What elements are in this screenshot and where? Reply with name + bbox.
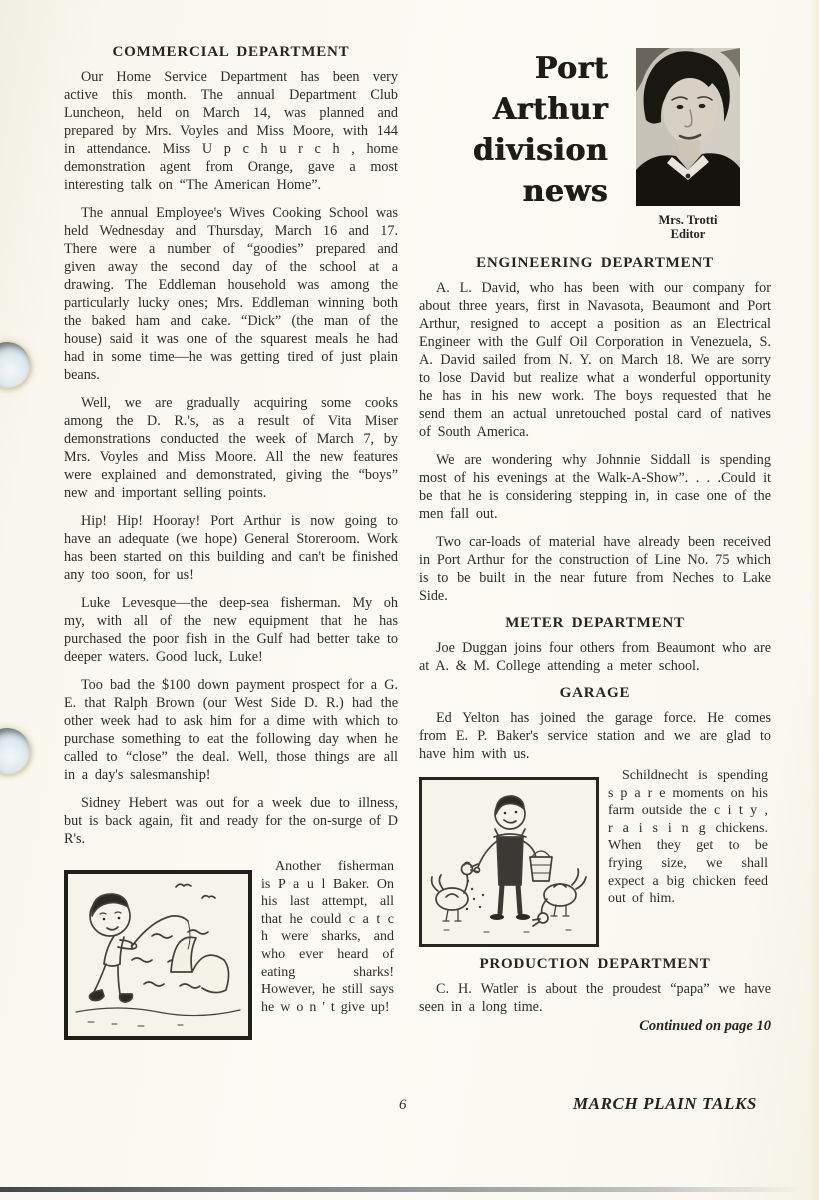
right-column bbox=[419, 48, 771, 1035]
paragraph: Hip! Hip! Hooray! Port Arthur is now going to have an adequate (we hope) General Storeroom. Work has been started on this building and can't be finished any too soon, for us! bbox=[64, 513, 398, 583]
left-column bbox=[64, 42, 398, 1040]
magazine-footer-title: MARCH PLAIN TALKS bbox=[572, 1094, 757, 1113]
fisherman-cartoon bbox=[64, 870, 252, 1040]
chicken-section bbox=[419, 767, 771, 947]
editor-photo-figure bbox=[636, 48, 740, 241]
division-title-line: news bbox=[522, 174, 608, 209]
punch-hole-bottom bbox=[0, 728, 30, 774]
garage-heading: GARAGE bbox=[559, 685, 631, 701]
paragraph: Two car-loads of material have already been received in Port Arthur for the construction of Line No. 75 which is to be built in the near future from Neches to Lake Side. bbox=[419, 534, 771, 604]
engineering-department-heading: ENGINEERING DEPARTMENT bbox=[476, 255, 714, 271]
division-masthead bbox=[419, 48, 771, 241]
photo-caption-name: Mrs. Trotti bbox=[658, 213, 718, 227]
scan-edge-right bbox=[809, 0, 819, 1200]
paragraph: A. L. David, who has been with our company for about three years, first in Navasota, Beaumont and Port Arthur, resigned to accept a position as an Electrical Engineer with the Gulf Oil Corporation in Venezuela, S. A. David sailed from N. Y. on March 18. We are sorry to lose David but realize what a wonderful opportunity he has in his new work. The boys requested that he send them an actual unretouched postal card of natives of South America. bbox=[419, 280, 771, 440]
meter-department-heading: METER DEPARTMENT bbox=[505, 615, 685, 631]
page-number: 6 bbox=[399, 1097, 407, 1113]
continued-on-page-note: Continued on page 10 bbox=[639, 1018, 771, 1034]
editor-portrait-photo bbox=[636, 48, 740, 206]
fisherman-section bbox=[64, 858, 398, 1040]
commercial-department-heading: COMMERCIAL DEPARTMENT bbox=[112, 44, 350, 60]
paragraph: We are wondering why Johnnie Siddall is spending most of his evenings at the Walk-A-Show”. . . .Could it be that he is considering stepping in, in case one of the men fall out. bbox=[419, 452, 771, 522]
division-title-line: division bbox=[472, 133, 608, 168]
paragraph: Ed Yelton has joined the garage force. He comes from E. P. Baker's service station and we are glad to have him with us. bbox=[419, 710, 771, 762]
paragraph: Joe Duggan joins four others from Beaumont who are at A. & M. College attending a meter school. bbox=[419, 640, 771, 674]
photo-caption-role: Editor bbox=[670, 227, 706, 241]
production-department-heading: PRODUCTION DEPARTMENT bbox=[479, 956, 711, 972]
paragraph: Sidney Hebert was out for a week due to illness, but is back again, fit and ready for the on-surge of D R's. bbox=[64, 795, 398, 847]
paragraph: Well, we are gradually acquiring some cooks among the D. R.'s, as a result of Vita Miser demonstrations conducted the week of March 7, by Mrs. Voyles and Miss Moore. All the new features were explained and demonstrated, giving the “boys” new and important selling points. bbox=[64, 395, 398, 501]
fisherman-caption: Another fisherman is P a u l Baker. On his last attempt, all that he could c a t c h were sharks, and who ever heard of eating sharks! However, he still says he w o n ' t give up! bbox=[261, 859, 394, 1015]
scan-edge-bottom bbox=[0, 1187, 819, 1192]
division-title-line: Port Arthur bbox=[492, 51, 608, 127]
paragraph: Too bad the $100 down payment prospect for a G. E. that Ralph Brown (our West Side D. R.) had the other week had to ask him for a dime with which to purchase something to eat the following day when he called to “close” the deal. Well, those things are all in a day's salesmanship! bbox=[64, 677, 398, 783]
punch-hole-top bbox=[0, 342, 30, 388]
paragraph: Luke Levesque—the deep-sea fisherman. My oh my, with all of the new equipment that he has purchased the poor fish in the Gulf had better take to deeper waters. Good luck, Luke! bbox=[64, 595, 398, 665]
chicken-caption: Schildnecht is spending s p a r e moments on his farm outside the c i t y , r a i s i n g chickens. When they get to be frying size, we shall expect a big chicken feed out of him. bbox=[608, 768, 768, 907]
paragraph: C. H. Watler is about the proudest “papa” we have seen in a long time. bbox=[419, 981, 771, 1015]
chicken-feeding-cartoon bbox=[419, 777, 599, 947]
division-title bbox=[419, 48, 636, 212]
paragraph: The annual Employee's Wives Cooking School was held Wednesday and Thursday, March 16 and 17. There were a number of “goodies” prepared and given away the second day of the school at a drawing. The Eddleman household was among the particularly lucky ones; Mrs. Eddleman winning both the baked ham and cake. “Dick” (the man of the house) said it was one of the squarest meals he had had in some time—he was getting tired of just plain beans. bbox=[64, 205, 398, 383]
photo-caption bbox=[636, 213, 740, 241]
paragraph: Our Home Service Department has been very active this month. The annual Department Club Luncheon, held on March 14, was planned and prepared by Mrs. Voyles and Miss Moore, with 144 in attendance. Miss U p c h u r c h , home demonstration agent from Orange, gave a most interesting talk on “The American Home”. bbox=[64, 69, 398, 193]
